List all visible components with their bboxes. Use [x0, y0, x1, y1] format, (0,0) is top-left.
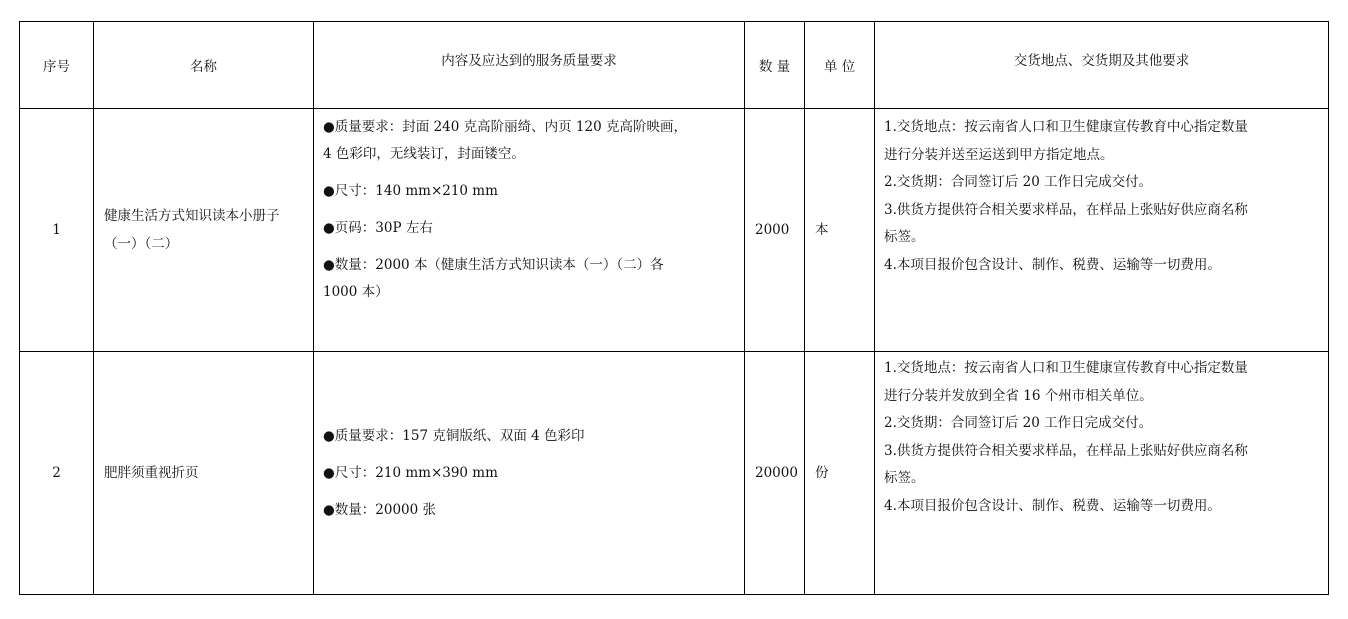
- row-qty: 20000: [745, 352, 805, 595]
- content-line: 4 色彩印，无线装订，封面镂空。: [323, 146, 525, 162]
- table-row: [20, 109, 1329, 352]
- row-unit: 份: [805, 352, 875, 595]
- row-content: [314, 352, 745, 595]
- delivery-line: 进行分装并送至运送到甲方指定地点。: [884, 146, 1114, 163]
- header-delivery: 交货地点、交货期及其他要求: [875, 22, 1329, 109]
- content-line: ●尺寸：140 mm×210 mm: [323, 183, 498, 199]
- content-line: ●质量要求：157 克铜版纸、双面 4 色彩印: [323, 427, 585, 444]
- row-seq: 2: [20, 352, 94, 595]
- row-content: [314, 109, 745, 352]
- content-line: ●质量要求：封面 240 克高阶丽绮、内页 120 克高阶映画，: [323, 119, 687, 135]
- delivery-line: 进行分装并发放到全省 16 个州市相关单位。: [884, 387, 1153, 404]
- row-seq: 1: [20, 109, 94, 352]
- content-line: 1000 本）: [323, 284, 389, 300]
- row-unit: 本: [805, 109, 875, 352]
- delivery-line: 1.交货地点：按云南省人口和卫生健康宣传教育中心指定数量: [884, 360, 1248, 376]
- row-name: 健康生活方式知识读本小册子（一）（二）: [94, 109, 314, 352]
- row-delivery: [875, 109, 1329, 352]
- table-row: [20, 352, 1329, 595]
- header-name: 名称: [94, 22, 314, 109]
- delivery-line: 1.交货地点：按云南省人口和卫生健康宣传教育中心指定数量: [884, 119, 1248, 135]
- header-content: 内容及应达到的服务质量要求: [314, 22, 745, 109]
- delivery-line: 2.交货期：合同签订后 20 工作日完成交付。: [884, 174, 1153, 190]
- delivery-line: 3.供货方提供符合相关要求样品，在样品上张贴好供应商名称: [884, 201, 1248, 218]
- content-line: ●数量：2000 本（健康生活方式知识读本（一）（二）各: [323, 257, 664, 273]
- delivery-line: 4.本项目报价包含设计、制作、税费、运输等一切费用。: [884, 256, 1221, 273]
- content-line: ●尺寸：210 mm×390 mm: [323, 464, 498, 481]
- delivery-line: 标签。: [884, 470, 925, 486]
- delivery-line: 4.本项目报价包含设计、制作、税费、运输等一切费用。: [884, 497, 1221, 514]
- header-seq: 序号: [20, 22, 94, 109]
- header-unit: 单 位: [805, 22, 875, 109]
- delivery-line: 标签。: [884, 229, 925, 245]
- content-line: ●数量：20000 张: [323, 501, 437, 518]
- row-name: 肥胖须重视折页: [94, 352, 314, 595]
- delivery-line: 3.供货方提供符合相关要求样品，在样品上张贴好供应商名称: [884, 442, 1248, 459]
- row-delivery: [875, 352, 1329, 595]
- header-row: [20, 22, 1329, 109]
- procurement-table: [19, 21, 1329, 595]
- row-qty: 2000: [745, 109, 805, 352]
- content-line: ●页码：30P 左右: [323, 220, 433, 236]
- header-qty: 数 量: [745, 22, 805, 109]
- delivery-line: 2.交货期：合同签订后 20 工作日完成交付。: [884, 415, 1153, 431]
